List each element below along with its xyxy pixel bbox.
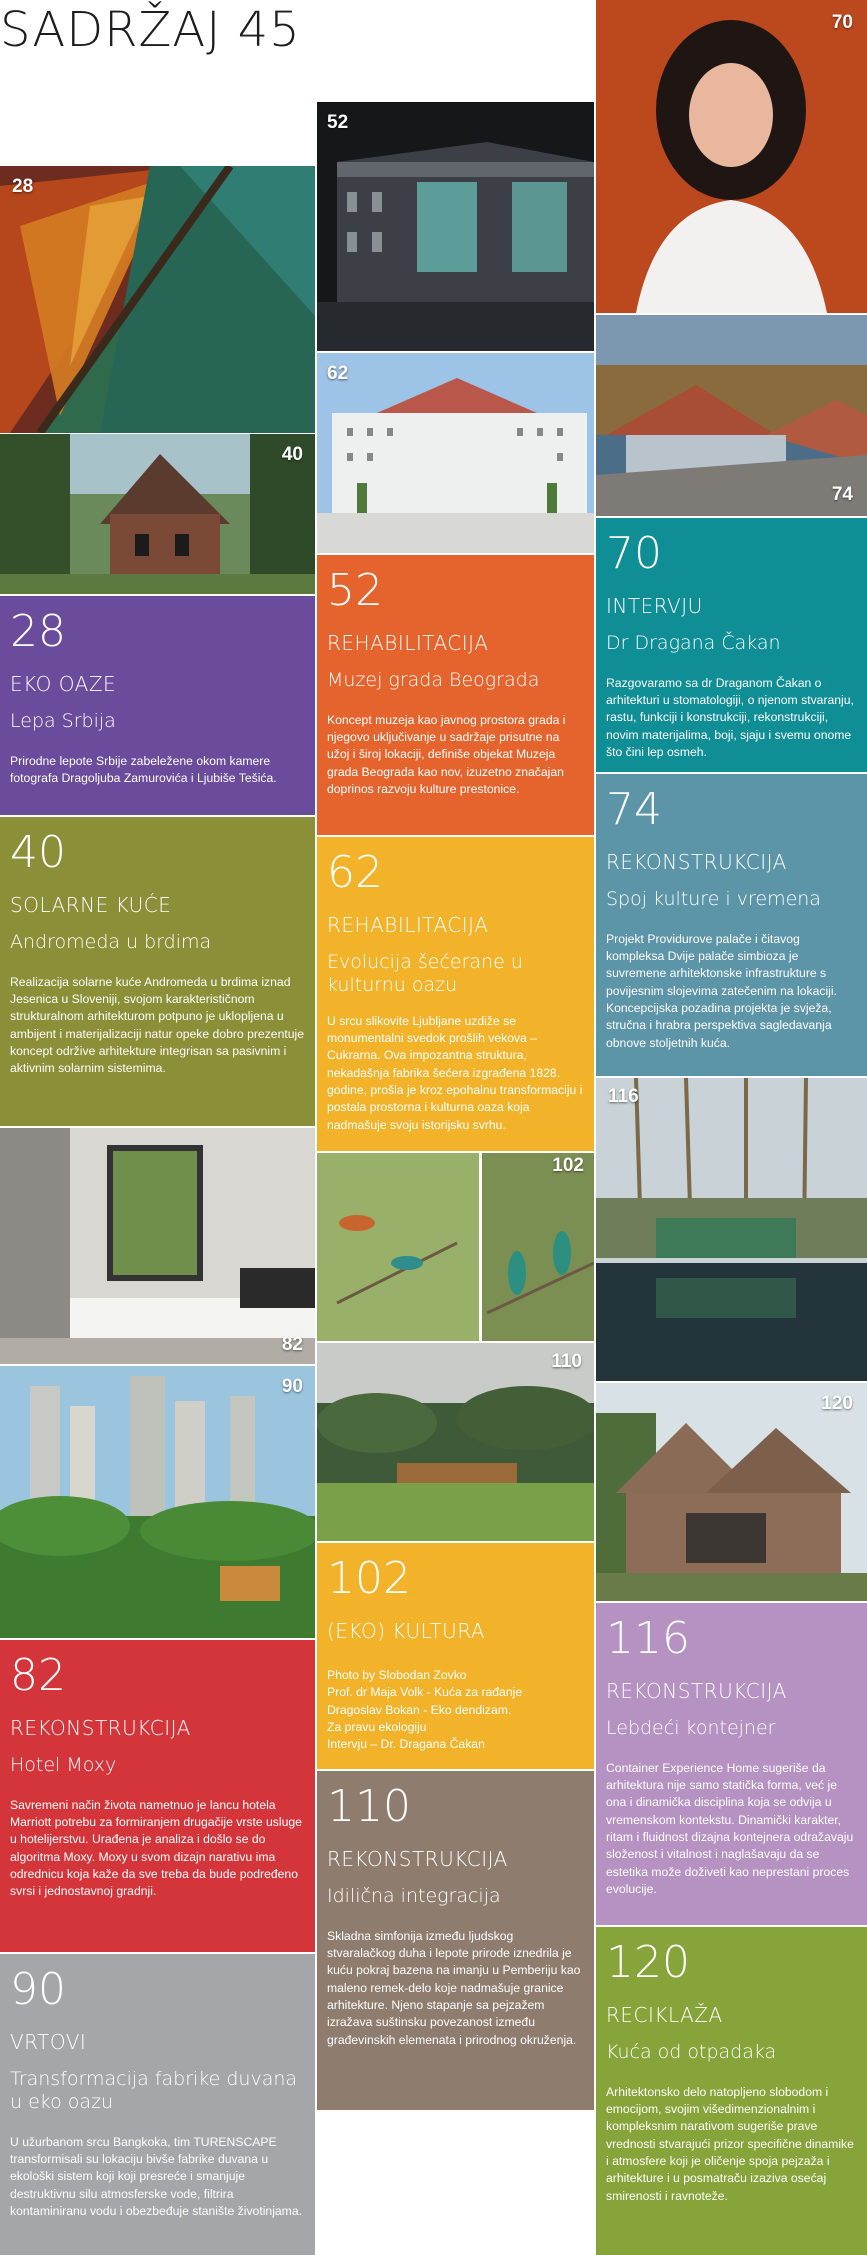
brick-house-image (0, 434, 315, 594)
page-number-82: 82 (281, 1334, 303, 1355)
portrait-image (596, 0, 867, 313)
card-number: 52 (327, 565, 383, 616)
page-number-120: 120 (821, 1393, 853, 1414)
card-number: 82 (10, 1650, 66, 1701)
photo-62[interactable] (317, 353, 594, 553)
card-subtitle: Idilična integracija (327, 1885, 501, 1907)
card-subtitle: Evolucija šećerane u kulturnu oazu (327, 951, 523, 996)
card-subtitle: Andromeda u brdima (10, 931, 212, 953)
card-number: 40 (10, 827, 66, 878)
page-number-116: 116 (608, 1086, 639, 1107)
photo-74[interactable] (596, 315, 867, 516)
card-category: REKONSTRUKCIJA (10, 1716, 191, 1740)
page-title: SADRŽAJ 45 (0, 2, 301, 58)
card-category: REKONSTRUKCIJA (327, 1847, 508, 1871)
card-category: INTERVJU (606, 594, 703, 618)
card-number: 120 (606, 1937, 690, 1988)
photo-40[interactable] (0, 434, 315, 594)
card-110[interactable] (317, 1771, 594, 2110)
card-number: 102 (327, 1553, 411, 1604)
page-number-62: 62 (327, 363, 349, 384)
photo-90[interactable] (0, 1366, 315, 1638)
card-number: 70 (606, 528, 662, 579)
card-subtitle: Kuća od otpadaka (606, 2041, 777, 2063)
photo-110[interactable] (317, 1343, 594, 1541)
photo-82[interactable] (0, 1128, 315, 1364)
card-description: Photo by Slobodan Zovko Prof. dr Maja Volk - Kuća za rađanje Dragoslav Bokan - Eko dendizam. Za pravu ekologiju Intervju – Dr. Dragana Čakan (327, 1668, 523, 1752)
card-description: Razgovaramo sa dr Draganom Čakan o arhitekturi u stomatologiji, o njenom stvaranju, rastu, funkciji i konstrukciji, rekonstrukciji, novim materijalima, boji, sjaju i svemu onome što čini lep osmeh. (606, 675, 854, 760)
card-category: VRTOVI (10, 2030, 87, 2054)
card-subtitle: Transformacija fabrike duvana u eko oazu (10, 2068, 298, 2113)
card-description: Arhitektonsko delo natopljeno slobodom i emocijom, svojim višedimenzionalnim i kompleksnim narativom sugeriše prave vrednosti stvarajući prizor specifične dinamike i atmosfere koji je oličenje spoja pejzaža i arhitekture i u posmatraču izaziva osećaj smirenosti i ravnoteže. (606, 2084, 854, 2203)
museum-night-image (317, 102, 594, 351)
card-description: Realizacija solarne kuće Andromeda u brdima iznad Jesenica u Sloveniji, svojom karakterističnom strukturalnom arhitekturom potpuno je uklopljena u ambijent i materijalizaciji natur opeke dobro prezentuje koncept održive arhitekture integrisan sa pasivnim i aktivnim solarnim sistemima. (10, 974, 305, 1076)
aerial-landscape-image (0, 166, 315, 433)
card-subtitle: Spoj kulture i vremena (606, 888, 821, 910)
card-description: Prirodne lepote Srbije zabeležene okom kamere fotografa Dragoljuba Zamurovića i Ljubiše Tešića. (10, 753, 277, 786)
card-description: Savremeni način života nametnuo je lancu hotela Marriott potrebu za formiranjem drugačije vrste usluge u hotelijerstvu. Urađena je analiza i došlo se do algoritma Moxy. Moxy u svom dizajn narativu ima odrednicu koja kaže da sve treba da bude podređeno svrsi i jednostavnoj gradnji. (10, 1797, 302, 1899)
card-90[interactable] (0, 1954, 315, 2255)
page-number-90: 90 (281, 1376, 303, 1397)
photo-116[interactable] (596, 1078, 867, 1381)
white-building-image (317, 353, 594, 553)
card-70[interactable] (596, 518, 867, 772)
card-number: 90 (10, 1964, 66, 2015)
card-category: REHABILITACIJA (327, 913, 489, 937)
card-description: Projekt Providurove palače i čitavog kompleksa Dvije palače simbioza je suvremene arhitektonske infrastrukture s povijesnim slojevima zatečenim na lokaciji. Koncepcijska pozadina projekta je svježa, stručna i hrabra perspektiva sagledavanja obnove stoljetnih kuća. (606, 931, 837, 1050)
card-120[interactable] (596, 1927, 867, 2255)
photo-52[interactable] (317, 102, 594, 351)
photo-102[interactable] (317, 1153, 594, 1341)
card-subtitle: Hotel Moxy (10, 1754, 117, 1776)
card-category: SOLARNE KUĆE (10, 893, 172, 917)
card-116[interactable] (596, 1603, 867, 1925)
page-number-102: 102 (552, 1155, 584, 1176)
card-description: Container Experience Home sugeriše da arhitektura nije samo statička forma, već je ona i dinamička disciplina koja se odvija u vremenskom kontekstu. Dinamički karakter, ritam i fluidnost dizajna kontejnera odražavaju složenost i vitalnost i naglašavaju da se estetika može doživeti kao neprestani proces evolucije. (606, 1760, 854, 1897)
card-74[interactable] (596, 774, 867, 1076)
photo-70[interactable] (596, 0, 867, 313)
page-number-28: 28 (12, 176, 34, 197)
card-description: U užurbanom srcu Bangkoka, tim TURENSCAPE transformisali su lokaciju bivše fabrike duvana u ekološki sistem koji koji presreće i smanjuje destruktivnu silu atmosferske vode, filtrira kontaminiranu vodu i obezbeđuje stanište životinjama. (10, 2134, 302, 2218)
hotel-room-image (0, 1128, 315, 1364)
card-subtitle: Dr Dragana Čakan (606, 632, 781, 654)
card-category: (EKO) KULTURA (327, 1619, 486, 1643)
birds-image (317, 1153, 594, 1341)
card-category: RECIKLAŽA (606, 2003, 723, 2027)
page-number-40: 40 (281, 444, 303, 465)
card-number: 110 (327, 1781, 411, 1832)
card-category: REHABILITACIJA (327, 631, 489, 655)
card-description: Skladna simfonija između ljudskog stvaralačkog duha i lepote prirode iznedrila je kuću pokraj bazena na imanju u Pemberiju kao maleno remek-delo koje nadmašuje granice arhitekture. Njeno stapanje sa pejzažem izražava suštinsku povezanost između građevinskih elemenata i prirodnog okruženja. (327, 1928, 581, 2047)
card-number: 62 (327, 847, 383, 898)
card-number: 28 (10, 606, 66, 657)
card-28[interactable] (0, 596, 315, 815)
rooftop-image (596, 315, 867, 516)
card-category: EKO OAZE (10, 672, 117, 696)
card-subtitle: Muzej grada Beograda (327, 669, 540, 691)
card-category: REKONSTRUKCIJA (606, 1679, 787, 1703)
bangkok-park-image (0, 1366, 315, 1638)
page-number-74: 74 (831, 484, 853, 505)
shingle-house-image (596, 1383, 867, 1601)
photo-28[interactable] (0, 166, 315, 433)
photo-120[interactable] (596, 1383, 867, 1601)
container-home-image (596, 1078, 867, 1381)
card-number: 116 (606, 1613, 690, 1664)
card-82[interactable] (0, 1640, 315, 1952)
page-number-52: 52 (327, 112, 349, 133)
card-subtitle: Lepa Srbija (10, 710, 116, 732)
card-description: Koncept muzeja kao javnog prostora grada i njegovo uključivanje u sadržaje prisutne na užoj i široj lokaciji, definiše objekat Muzeja grada Beograda kao nov, izuzetno značajan doprinos razvoju kulture prestonice. (327, 712, 566, 797)
card-62[interactable] (317, 837, 594, 1151)
card-description: U srcu slikovite Ljubljane uzdiže se monumentalni svedok prošlih vekova – Cukrarna. Ova impozantna struktura, nekadašnja fabrika šećera izgrađena 1828. godine, prošla je kroz epohalnu transformaciju i postala prostorna i kulturna oaza koja nadmašuje svoju istorijsku svrhu. (327, 1013, 583, 1132)
page-number-110: 110 (551, 1351, 582, 1372)
card-category: REKONSTRUKCIJA (606, 850, 787, 874)
card-52[interactable] (317, 555, 594, 835)
card-102[interactable] (317, 1543, 594, 1769)
page-number-70: 70 (831, 12, 853, 33)
card-subtitle: Lebdeći kontejner (606, 1717, 776, 1739)
card-40[interactable] (0, 817, 315, 1126)
card-number: 74 (606, 784, 662, 835)
